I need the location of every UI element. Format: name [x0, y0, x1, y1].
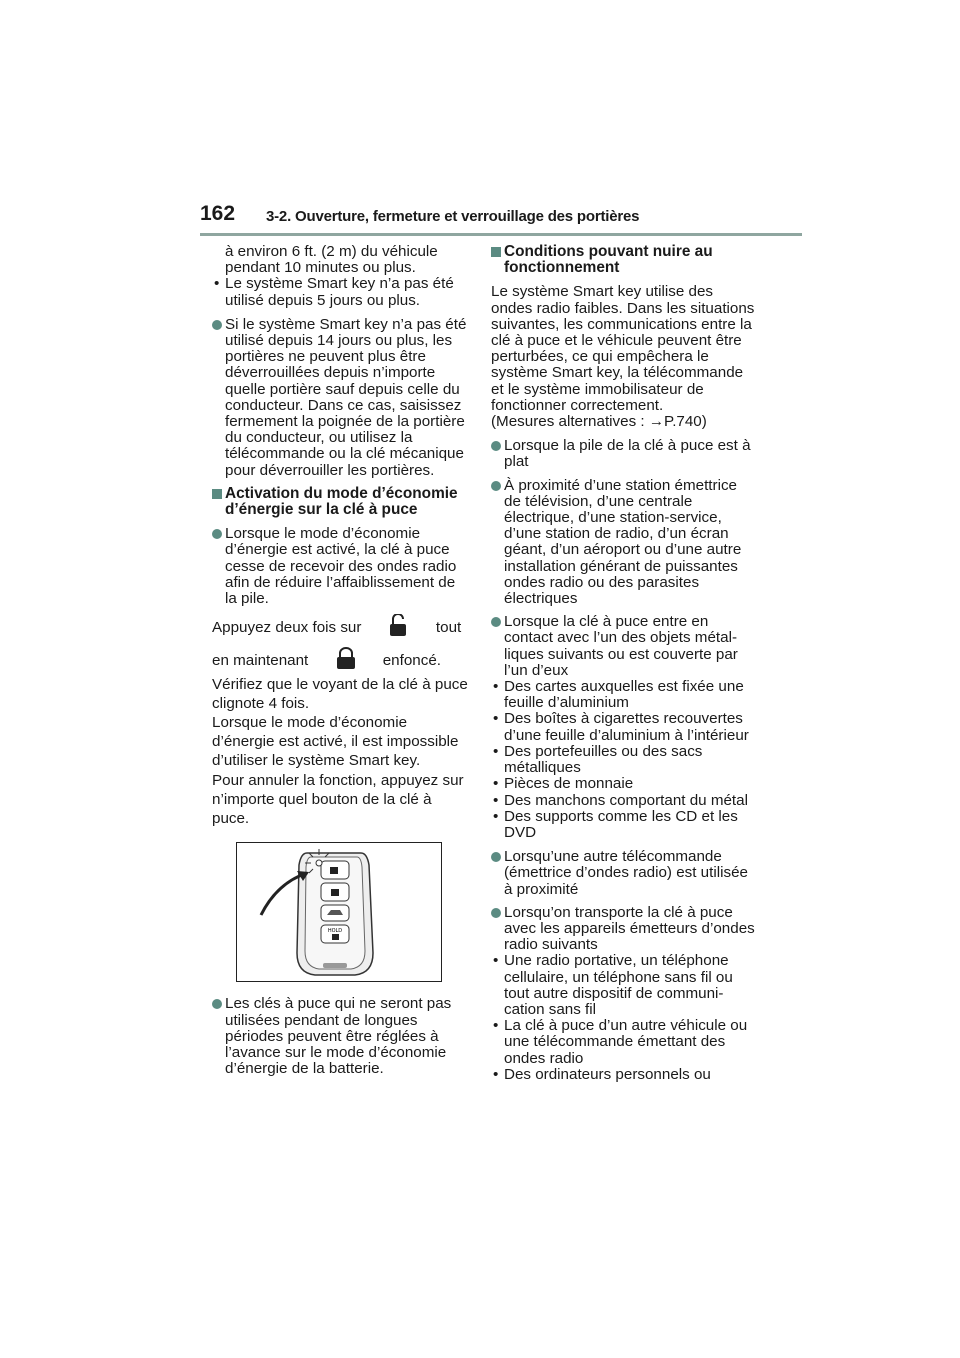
list-item [491, 793, 755, 809]
bullet-item [212, 996, 468, 1077]
sub-list [491, 679, 755, 841]
right-column [491, 244, 755, 1083]
hold-label: HOLD [327, 928, 343, 935]
list-item [491, 809, 755, 841]
list-item [491, 1067, 755, 1083]
list-item-text: La clé à puce d’un autre véhicule ou une télécommande émettant des ondes radio [504, 1017, 748, 1067]
heading-text: Conditions pouvant nuire au fonctionnement [504, 243, 713, 277]
left-column [212, 244, 468, 1084]
bullet-item [491, 438, 755, 470]
list-item [491, 776, 755, 792]
square-marker-icon [491, 247, 501, 257]
instruction-line [212, 647, 468, 670]
bullet-text: Si le système Smart key n’a pas été utilisé depuis 14 jours ou plus, les portières ne peuvent plus être déverrouillées depuis n’importe quelle portière sauf depuis celle du conducteur. Dans ce cas, saisissez fermement la poignée de la portière du conducteur, ou utilisez la télécommande ou la clé mécanique pour déverrouiller les portières. [225, 315, 467, 479]
dash-marker: • [493, 807, 499, 825]
section-heading [491, 244, 755, 276]
list-item-text: Le système Smart key n’a pas été utilisé depuis 5 jours ou plus. [225, 275, 454, 309]
instruction-text: Lorsque le mode d’économie d’énergie est activé, il est impossible d’utiliser le système Smart key. [212, 714, 459, 770]
bullet-text: Lorsque la clé à puce entre en contact avec l’un des objets métalliques suivants ou est couverte par l’un d’eux [504, 613, 738, 679]
list-item [491, 711, 755, 743]
instruction-text: Vérifiez que le voyant de la clé à puce clignote 4 fois. [212, 675, 468, 712]
list-item [491, 744, 755, 776]
instruction-text: tout [435, 619, 462, 637]
list-item-text: Une radio portative, un téléphone cellulaire, un téléphone sans fil ou tout autre dispositif de communication sans fil [504, 952, 733, 1018]
bullet-item [491, 849, 755, 898]
circle-bullet-icon [212, 999, 222, 1009]
heading-text: Activation du mode d’économie d’énergie sur la clé à puce [225, 484, 458, 519]
dash-marker: • [214, 275, 220, 293]
bullet-item [212, 526, 468, 607]
lock-icon [329, 647, 363, 669]
list-item [491, 953, 755, 1018]
section-heading [212, 486, 468, 518]
page-number: 162 [200, 202, 236, 225]
paragraph-text: Le système Smart key utilise des ondes radio faibles. Dans les situations suivantes, les communications entre la clé à puce et le véhicule peuvent être perturbées, ce qui empêchera le système Smart key, la télécommande et le système immobilisateur de fonctionner correctement. [491, 283, 755, 414]
list-item-text: Des ordinateurs personnels ou [504, 1065, 711, 1083]
circle-bullet-icon [491, 617, 501, 627]
list-item [491, 679, 755, 711]
bullet-text: Les clés à puce qui ne seront pas utilisées pendant de longues périodes peuvent être réglées à l’avance sur le mode d’économie d’énergie de la batterie. [225, 995, 452, 1078]
dash-marker: • [493, 952, 499, 970]
list-item-text: Des cartes auxquelles est fixée une feuille d’aluminium [504, 678, 744, 712]
header-divider [200, 233, 802, 236]
bullet-text: Lorsque le mode d’économie d’énergie est activé, la clé à puce cesse de recevoir des ondes radio afin de réduire l’affaiblissement de la pile. [225, 525, 457, 608]
list-item-text: Pièces de monnaie [504, 775, 634, 793]
bullet-text: Lorsque la pile de la clé à puce est à plat [504, 437, 751, 471]
cross-reference: (Mesures alternatives : →P.740) [491, 413, 707, 431]
list-item-text: Des portefeuilles ou des sacs métalliques [504, 742, 703, 777]
bullet-text: À proximité d’une station émettrice de télévision, d’une centrale électrique, d’une station-service, d’une station de radio, d’un écran géant, d’un aéroport ou d’une autre installation générant de puissantes ondes radio ou des parasites électriques [504, 476, 742, 608]
circle-bullet-icon [491, 481, 501, 491]
page-header [200, 202, 800, 236]
list-item [212, 276, 468, 308]
dash-marker: • [493, 710, 499, 728]
instruction-text: Appuyez deux fois sur [212, 619, 362, 637]
circle-bullet-icon [491, 441, 501, 451]
paragraph [491, 284, 755, 414]
circle-bullet-icon [491, 852, 501, 862]
instruction-line [212, 614, 468, 637]
instruction-text: en maintenant [212, 652, 309, 670]
continued-text: à environ 6 ft. (2 m) du véhicule pendant 10 minutes ou plus. [225, 243, 438, 277]
circle-bullet-icon [491, 908, 501, 918]
bullet-item [491, 905, 755, 954]
circle-bullet-icon [212, 529, 222, 539]
dash-marker: • [493, 1065, 499, 1083]
section-title: 3-2. Ouverture, fermeture et verrouillage des portières [266, 208, 640, 225]
dash-marker: • [493, 1017, 499, 1035]
bullet-item [491, 478, 755, 608]
square-marker-icon [212, 489, 222, 499]
smart-key-figure [236, 842, 442, 982]
list-item [491, 1018, 755, 1067]
sub-list [491, 953, 755, 1083]
dash-marker: • [493, 791, 499, 809]
bullet-text: Lorsqu’une autre télécommande (émettrice d’ondes radio) est utilisée à proximité [504, 848, 748, 898]
bullet-text: Lorsqu’on transporte la clé à puce avec les appareils émetteurs d’ondes radio suivants [504, 903, 755, 954]
instruction-text: Pour annuler la fonction, appuyez sur n’importe quel bouton de la clé à puce. [212, 771, 464, 828]
dash-marker: • [493, 742, 499, 760]
dash-marker: • [493, 775, 499, 793]
list-item-text: Des boîtes à cigarettes recouvertes d’une feuille d’aluminium à l’intérieur [504, 710, 749, 744]
list-item-text: Des manchons comportant du métal [504, 791, 748, 809]
unlock-icon [382, 614, 416, 636]
bullet-item [491, 614, 755, 679]
list-item-text: Des supports comme les CD et les DVD [504, 807, 738, 841]
dash-marker: • [493, 678, 499, 696]
smart-key-illustration [237, 843, 441, 981]
instruction-text: enfoncé. [382, 652, 442, 670]
bullet-item [212, 317, 468, 479]
circle-bullet-icon [212, 320, 222, 330]
